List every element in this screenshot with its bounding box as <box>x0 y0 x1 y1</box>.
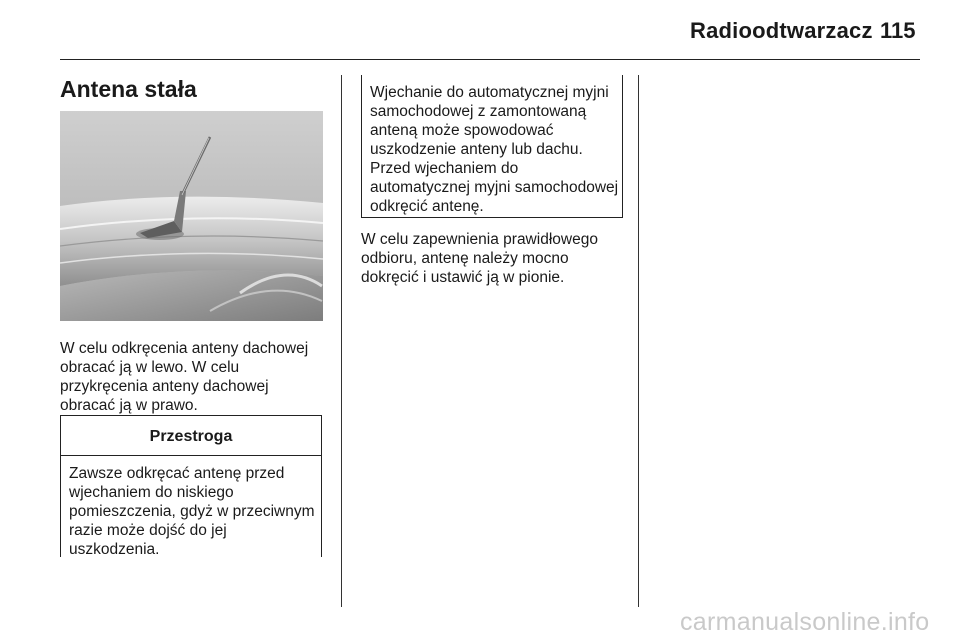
notice-text: Wjechanie do automatycznej myjni samochodowej z zamontowaną anteną może spowodować uszkodzenie anteny lub dachu. Przed wjechaniem do automatycznej myjni samochodowej odkręcić antenę. <box>370 84 619 215</box>
header-divider <box>60 59 920 60</box>
caution-text: Zawsze odkręcać antenę przed wjechaniem do niskiego pomieszczenia, gdyż w przeciwnym razie może dojść do jej uszkodzenia. <box>69 465 315 558</box>
roof-antenna-photo-icon <box>60 111 323 321</box>
section-title: Antena stała <box>60 76 197 102</box>
notice-box <box>361 75 623 218</box>
chapter-title: Radioodtwarzacz <box>690 18 873 43</box>
caution-box <box>60 415 322 557</box>
caution-title: Przestroga <box>61 416 321 456</box>
page-number: 115 <box>880 18 916 43</box>
reception-instruction: W celu zapewnienia prawidłowego odbioru, antenę należy mocno dokręcić i ustawić ją w pionie. <box>361 231 598 286</box>
column-divider-right <box>638 75 639 607</box>
column-divider-left <box>341 75 342 607</box>
unscrew-instruction: W celu odkręcenia anteny dachowej obracać ją w lewo. W celu przykręcenia anteny dachowej obracać ją w prawo. <box>60 340 309 414</box>
site-watermark: carmanualsonline.info <box>680 608 930 636</box>
